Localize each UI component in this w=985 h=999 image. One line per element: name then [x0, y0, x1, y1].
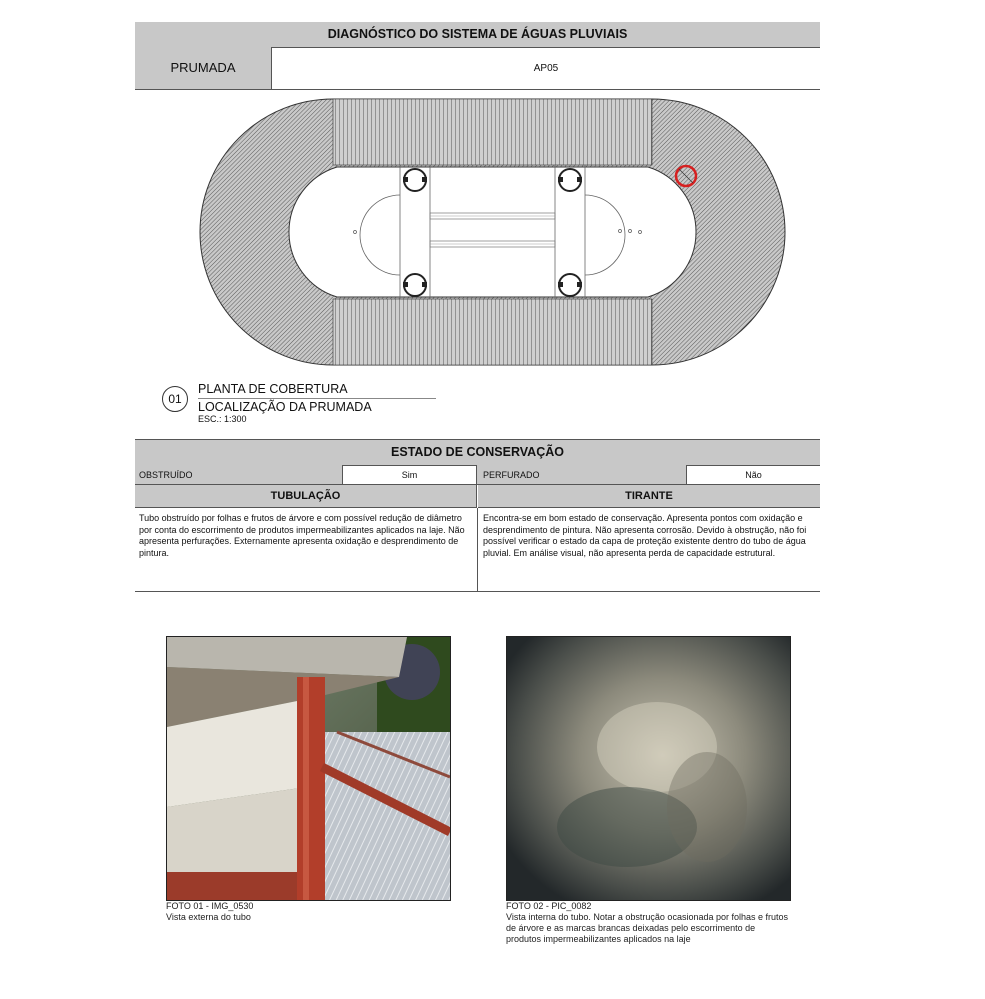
tubulacao-header: TUBULAÇÃO — [135, 485, 477, 508]
tubulacao-text: Tubo obstruído por folhas e frutos de árvore e com possível redução de diâmetro por conta do escorrimento de produtos impermeabilizantes aplicados na laje. Não apresenta perfurações. Externamente apresenta oxidação e desprendimento de pintura. — [139, 513, 465, 558]
prumada-label: PRUMADA — [135, 47, 272, 89]
drawing-scale: ESC.: 1:300 — [198, 414, 247, 424]
drawing-title: PLANTA DE COBERTURA — [198, 382, 348, 396]
column-divider — [477, 508, 478, 591]
drawing-number: 01 — [162, 386, 188, 412]
photo-2 — [506, 636, 791, 901]
drawing-subtitle: LOCALIZAÇÃO DA PRUMADA — [198, 400, 372, 414]
prumada-row — [135, 47, 820, 90]
perfurado-value: Não — [687, 465, 820, 485]
photo-2-id: FOTO 02 - PIC_0082 — [506, 901, 592, 911]
estado-subheader — [135, 485, 820, 508]
caption-divider — [198, 398, 436, 399]
estado-cells — [135, 465, 820, 485]
estado-text-box — [135, 508, 820, 592]
prumada-value: AP05 — [533, 63, 559, 74]
tirante-text: Encontra-se em bom estado de conservação. Apresenta pontos com oxidação e desprendimento de pintura. Não apresenta corrosão. Devido à obstrução, não foi possível verificar o estado da capa de proteção existente dentro do tubo de água pluvial. Em análise visual, não apresenta perda de capacidade estrutural. — [483, 513, 807, 558]
estado-title: ESTADO DE CONSERVAÇÃO — [135, 439, 820, 466]
obstruido-value: Sim — [343, 465, 477, 485]
photo-2-caption: Vista interna do tubo. Notar a obstrução ocasionada por folhas e frutos de árvore e as marcas brancas deixadas pelo escorrimento de produtos impermeabilizantes aplicados na laje — [506, 912, 789, 944]
photo-1 — [166, 636, 451, 901]
perfurado-label: PERFURADO — [477, 465, 687, 485]
tirante-header: TIRANTE — [478, 485, 820, 508]
sheet-title: DIAGNÓSTICO DO SISTEMA DE ÁGUAS PLUVIAIS — [135, 22, 820, 48]
photo-1-caption: Vista externa do tubo — [166, 912, 251, 922]
obstruido-label: OBSTRUÍDO — [135, 465, 343, 485]
roof-plan-drawing — [195, 95, 790, 370]
photo-1-id: FOTO 01 - IMG_0530 — [166, 901, 254, 911]
